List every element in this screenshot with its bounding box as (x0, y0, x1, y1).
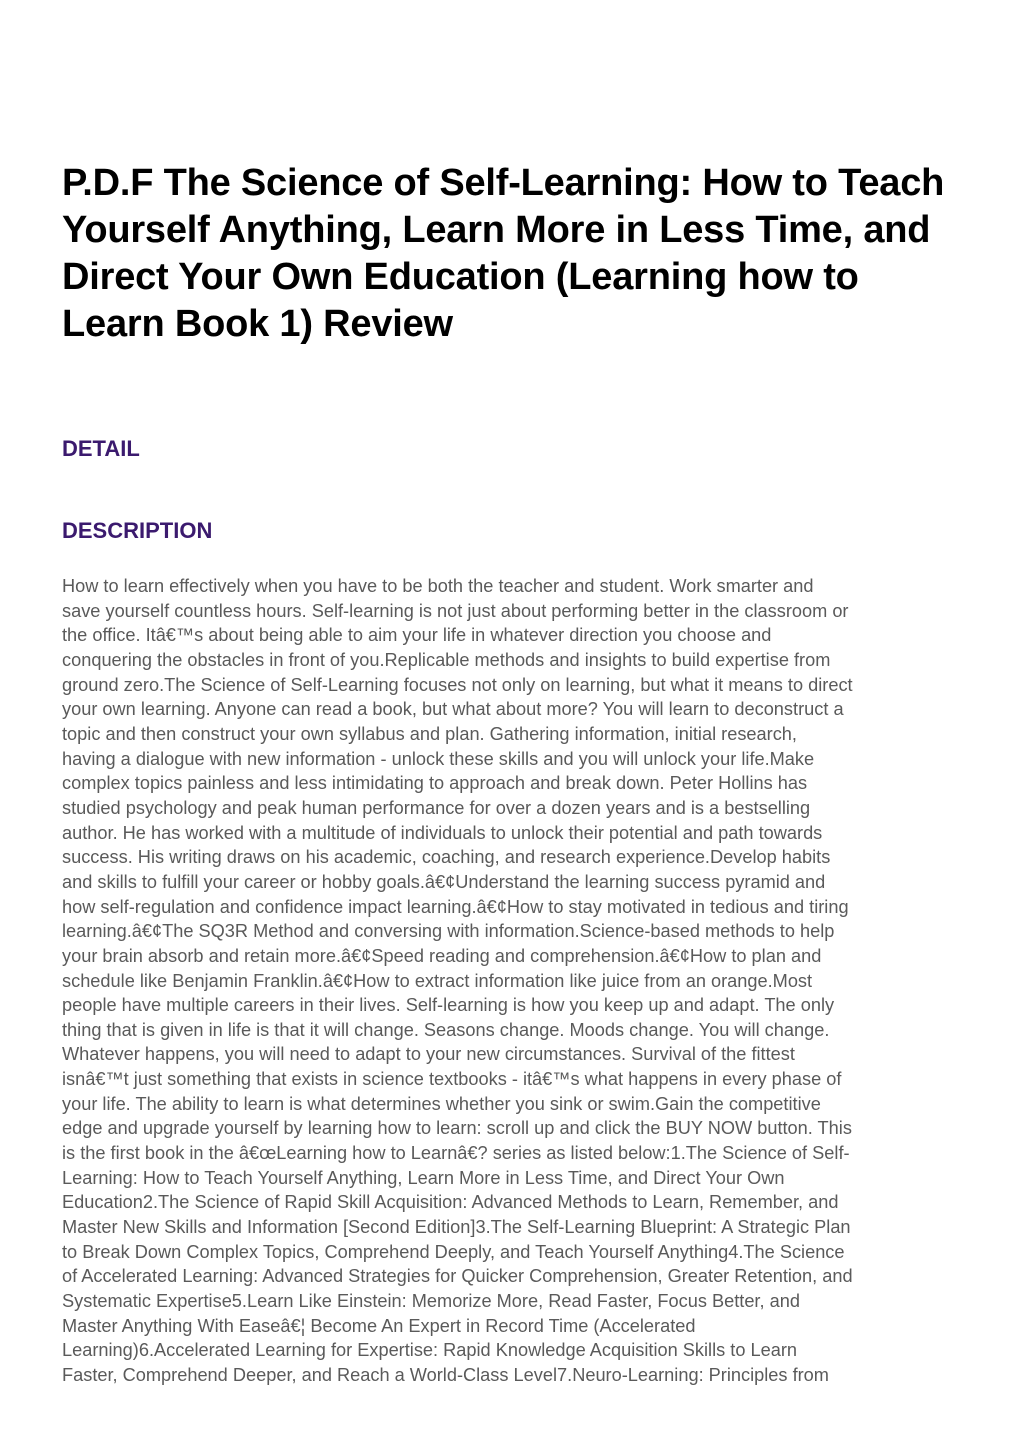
description-heading: DESCRIPTION (62, 518, 213, 543)
description-body: How to learn effectively when you have to be both the teacher and student. Work smarter and save yourself countless hours. Self-learning is not just about performing better in the classroom or the office. Itâ€™s about being able to aim your life in whatever direction you choose and conquering the obstacles in front of you.Replicable methods and insights to build expertise from ground zero.The Science of Self-Learning focuses not only on learning, but what it means to direct your own learning. Anyone can read a book, but what about more? You will learn to deconstruct a topic and then construct your own syllabus and plan. Gathering information, initial research, having a dialogue with new information - unlock these skills and you will unlock your life.Make complex topics painless and less intimidating to approach and break down. Peter Hollins has studied psychology and peak human performance for over a dozen years and is a bestselling author. He has worked with a multitude of individuals to unlock their potential and path towards success. His writing draws on his academic, coaching, and research experience.Develop habits and skills to fulfill your career or hobby goals.â€¢Understand the learning success pyramid and how self-regulation and confidence impact learning.â€¢How to stay motivated in tedious and tiring learning.â€¢The SQ3R Method and conversing with information.Science-based methods to help your brain absorb and retain more.â€¢Speed reading and comprehension.â€¢How to plan and schedule like Benjamin Franklin.â€¢How to extract information like juice from an orange.Most people have multiple careers in their lives. Self-learning is how you keep up and adapt. The only thing that is given in life is that it will change. Seasons change. Moods change. You will change. Whatever happens, you will need to adapt to your new circumstances. Survival of the fittest isnâ€™t just something that exists in science textbooks - itâ€™s what happens in every phase of your life. The ability to learn is what determines whether you sink or swim.Gain the competitive edge and upgrade yourself by learning how to learn: scroll up and click the BUY NOW button. This is the first book in the â€œLearning how to Learnâ€? series as listed below:1.The Science of Self- Learning: How to Teach Yourself Anything, Learn More in Less Time, and Direct Your Own Education2.The Science of Rapid Skill Acquisition: Advanced Methods to Learn, Remember, and Master New Skills and Information [Second Edition]3.The Self-Learning Blueprint: A Strategic Plan to Break Down Complex Topics, Comprehend Deeply, and Teach Yourself Anything4.The Science of Accelerated Learning: Advanced Strategies for Quicker Comprehension, Greater Retention, and Systematic Expertise5.Learn Like Einstein: Memorize More, Read Faster, Focus Better, and Master Anything With Easeâ€¦ Become An Expert in Record Time (Accelerated Learning)6.Accelerated Learning for Expertise: Rapid Knowledge Acquisition Skills to Learn Faster, Comprehend Deeper, and Reach a World-Class Level7.Neuro-Learning: Principles from (62, 576, 853, 1385)
document-title: P.D.F The Science of Self-Learning: How to Teach Yourself Anything, Learn More in Less Time, and Direct Your Own Education (Learning how to Learn Book 1) Review (62, 162, 945, 345)
document-page (62, 160, 962, 1385)
detail-heading: DETAIL (62, 436, 140, 461)
